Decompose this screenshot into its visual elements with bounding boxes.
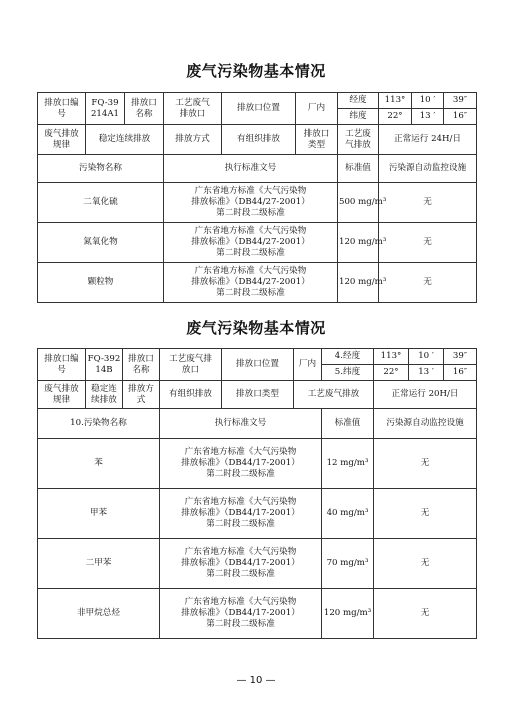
standard-text: 广东省地方标准《大气污染物 排放标准》（DB44/17-2001） 第二时段二级标准 xyxy=(160,439,322,489)
col-header-standard: 执行标准文号 xyxy=(164,155,338,183)
table-row xyxy=(38,589,477,639)
longitude-deg: 113° xyxy=(379,93,412,109)
method-label: 排放方 式 xyxy=(123,381,160,409)
pollutant-name: 二甲苯 xyxy=(38,539,160,589)
table-row xyxy=(38,183,477,223)
standard-text: 广东省地方标准《大气污染物 排放标准》（DB44/27-2001） 第二时段二级标准 xyxy=(164,263,338,303)
standard-text: 广东省地方标准《大气污染物 排放标准》（DB44/27-2001） 第二时段二级标准 xyxy=(164,223,338,263)
table-row xyxy=(38,263,477,303)
standard-value: 120 mg/m³ xyxy=(338,263,379,303)
longitude-min: 10 ′ xyxy=(412,93,444,109)
pollutant-name: 二氧化硫 xyxy=(38,183,164,223)
longitude-label: 经度 xyxy=(338,93,379,109)
monitor-facility: 无 xyxy=(379,263,477,303)
outlet-no-label: 排放口编 号 xyxy=(38,349,86,381)
operation-value: 正常运行 24H/日 xyxy=(379,125,477,155)
type-label: 排放口 类型 xyxy=(296,125,338,155)
longitude-deg: 113° xyxy=(374,349,409,365)
latitude-label: 5.纬度 xyxy=(322,365,374,381)
section-2-table xyxy=(37,348,477,639)
monitor-facility: 无 xyxy=(379,183,477,223)
page-number: — 10 — xyxy=(236,675,276,686)
table-row xyxy=(38,439,477,489)
col-header-pollutant: 污染物名称 xyxy=(38,155,164,183)
pollutant-name: 苯 xyxy=(38,439,160,489)
section-1-table xyxy=(37,92,477,303)
outlet-location-label: 排放口位置 xyxy=(222,349,294,381)
outlet-name-label: 排放口 名称 xyxy=(125,93,164,125)
outlet-location: 厂内 xyxy=(296,93,338,125)
outlet-no: FQ-39 214A1 xyxy=(86,93,125,125)
monitor-facility: 无 xyxy=(374,589,477,639)
monitor-facility: 无 xyxy=(374,489,477,539)
outlet-name: 工艺废气排 放口 xyxy=(160,349,222,381)
outlet-no: FQ-392 14B xyxy=(86,349,123,381)
method-value: 有组织排放 xyxy=(160,381,222,409)
pollutant-name: 氮氧化物 xyxy=(38,223,164,263)
section-1-title: 废气污染物基本情况 xyxy=(186,62,326,80)
pattern-value: 稳定连续排放 xyxy=(86,125,164,155)
latitude-min: 13 ′ xyxy=(409,365,444,381)
method-label: 排放方式 xyxy=(164,125,222,155)
standard-text: 广东省地方标准《大气污染物 排放标准》（DB44/17-2001） 第二时段二级标准 xyxy=(160,539,322,589)
outlet-location-label: 排放口位置 xyxy=(222,93,296,125)
table-row xyxy=(38,223,477,263)
standard-text: 广东省地方标准《大气污染物 排放标准》（DB44/27-2001） 第二时段二级标准 xyxy=(164,183,338,223)
pollutant-name: 颗粒物 xyxy=(38,263,164,303)
outlet-name-label: 排放口 名称 xyxy=(123,349,160,381)
latitude-deg: 22° xyxy=(374,365,409,381)
col-header-value: 标准值 xyxy=(322,409,374,439)
pollutant-name: 非甲烷总烃 xyxy=(38,589,160,639)
type-value: 工艺废气排放 xyxy=(294,381,374,409)
type-label: 排放口类型 xyxy=(222,381,294,409)
operation-value: 正常运行 20H/日 xyxy=(374,381,477,409)
latitude-sec: 16″ xyxy=(444,109,477,125)
standard-text: 广东省地方标准《大气污染物 排放标准》（DB44/17-2001） 第二时段二级标准 xyxy=(160,489,322,539)
longitude-sec: 39″ xyxy=(444,349,477,365)
section-2-title: 废气污染物基本情况 xyxy=(186,319,326,337)
pattern-label: 废气排放 规律 xyxy=(38,381,86,409)
outlet-name: 工艺废气 排放口 xyxy=(164,93,222,125)
standard-value: 40 mg/m³ xyxy=(322,489,374,539)
col-header-value: 标准值 xyxy=(338,155,379,183)
monitor-facility: 无 xyxy=(374,539,477,589)
latitude-deg: 22° xyxy=(379,109,412,125)
standard-value: 12 mg/m³ xyxy=(322,439,374,489)
col-header-monitor: 污染源自动监控设施 xyxy=(379,155,477,183)
pattern-label: 废气排放 规律 xyxy=(38,125,86,155)
col-header-pollutant: 10.污染物名称 xyxy=(38,409,160,439)
outlet-location: 厂内 xyxy=(294,349,322,381)
method-value: 有组织排放 xyxy=(222,125,296,155)
longitude-sec: 39″ xyxy=(444,93,477,109)
standard-value: 70 mg/m³ xyxy=(322,539,374,589)
pattern-value: 稳定连 续排放 xyxy=(86,381,123,409)
type-value: 工艺废 气排放 xyxy=(338,125,379,155)
outlet-no-label: 排放口编 号 xyxy=(38,93,86,125)
standard-value: 120 mg/m³ xyxy=(338,223,379,263)
standard-text: 广东省地方标准《大气污染物 排放标准》（DB44/17-2001） 第二时段二级标准 xyxy=(160,589,322,639)
longitude-label: 4.经度 xyxy=(322,349,374,365)
monitor-facility: 无 xyxy=(374,439,477,489)
latitude-label: 纬度 xyxy=(338,109,379,125)
standard-value: 500 mg/m³ xyxy=(338,183,379,223)
pollutant-name: 甲苯 xyxy=(38,489,160,539)
longitude-min: 10 ′ xyxy=(409,349,444,365)
table-row xyxy=(38,539,477,589)
standard-value: 120 mg/m³ xyxy=(322,589,374,639)
col-header-standard: 执行标准文号 xyxy=(160,409,322,439)
col-header-monitor: 污染源自动监控设施 xyxy=(374,409,477,439)
monitor-facility: 无 xyxy=(379,223,477,263)
latitude-sec: 16″ xyxy=(444,365,477,381)
table-row xyxy=(38,489,477,539)
latitude-min: 13 ′ xyxy=(412,109,444,125)
